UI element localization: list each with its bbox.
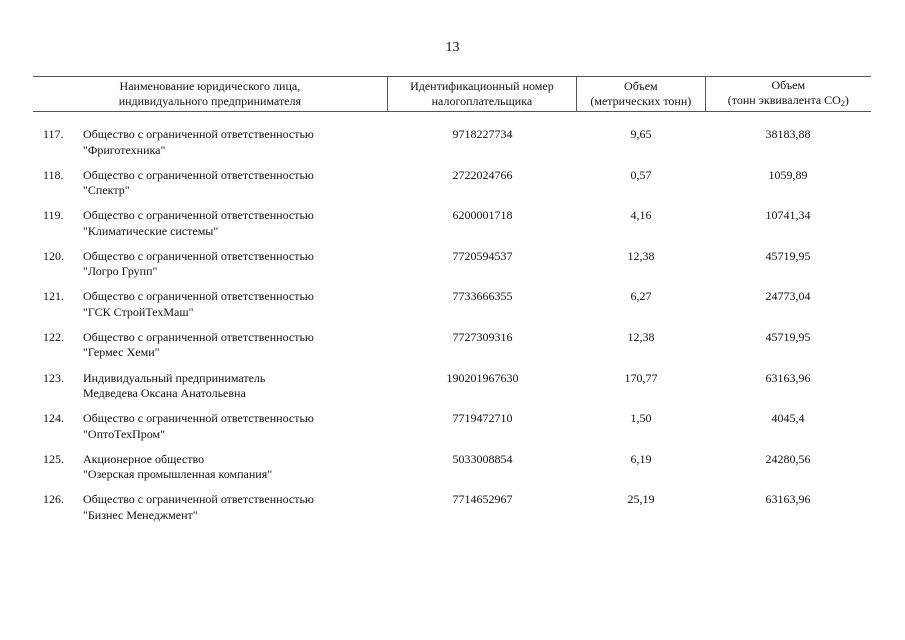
volume-value: 6,19 <box>630 451 652 466</box>
table-row <box>33 492 871 533</box>
inn-value: 6200001718 <box>452 208 513 223</box>
entity-name: Акционерное общество "Озерская промышленная компания" <box>83 451 273 482</box>
inn-value: 7733666355 <box>452 289 513 304</box>
co2-value: 38183,88 <box>765 127 811 141</box>
table-row <box>33 208 871 249</box>
co2-value: 45719,95 <box>765 329 811 344</box>
registry-table <box>33 76 871 533</box>
inn-value: 7727309316 <box>452 329 513 344</box>
inn-value: 7720594537 <box>452 248 513 263</box>
entity-name: Индивидуальный предприниматель Медведева Оксана Анатольевна <box>83 370 266 401</box>
inn-value: 7719472710 <box>452 411 513 426</box>
row-number: 118. <box>43 167 64 182</box>
inn-value: 7714652967 <box>452 492 513 507</box>
row-number: 126. <box>43 492 64 507</box>
row-number: 122. <box>43 329 64 344</box>
volume-value: 25,19 <box>627 492 655 507</box>
entity-name: Общество с ограниченной ответственностью "Спектр" <box>83 167 314 198</box>
entity-name: Общество с ограниченной ответственностью "Логро Групп" <box>83 248 314 279</box>
volume-value: 9,65 <box>630 127 652 141</box>
entity-name: Общество с ограниченной ответственностью "Бизнес Менеджмент" <box>83 492 314 522</box>
header-co2: Объем (тонн эквивалента $CO_2$) <box>705 77 871 111</box>
volume-value: 6,27 <box>630 289 652 304</box>
co2-value: 45719,95 <box>765 248 811 263</box>
inn-value: 5033008854 <box>452 451 513 466</box>
table-row <box>33 411 871 452</box>
entity-name: Общество с ограниченной ответственностью "ОптоТехПром" <box>83 411 314 441</box>
inn-value: 190201967630 <box>446 370 519 385</box>
row-number: 124. <box>43 411 64 426</box>
row-number: 125. <box>43 451 64 466</box>
table-body <box>33 127 871 533</box>
co2-value: 24280,56 <box>765 451 811 466</box>
table-header <box>33 76 871 112</box>
row-number: 123. <box>43 370 64 385</box>
co2-value: 4045,4 <box>771 411 805 426</box>
row-number: 117. <box>43 127 64 141</box>
entity-name: Общество с ограниченной ответственностью "Гермес Хеми" <box>83 329 314 360</box>
row-number: 119. <box>43 208 64 223</box>
entity-name: Общество с ограниченной ответственностью "Фриготехника" <box>83 127 314 157</box>
table-row <box>33 289 871 330</box>
entity-name: Общество с ограниченной ответственностью "ГСК СтройТехМаш" <box>83 289 314 319</box>
table-row <box>33 330 871 371</box>
co2-value: 63163,96 <box>765 492 811 507</box>
row-number: 121. <box>43 289 64 304</box>
inn-value: 9718227734 <box>452 127 513 141</box>
inn-value: 2722024766 <box>452 167 513 182</box>
co2-value: 24773,04 <box>765 289 811 304</box>
header-inn: Идентификационный номер налогоплательщика <box>387 77 576 111</box>
co2-value: 10741,34 <box>765 208 811 223</box>
volume-value: 12,38 <box>627 329 655 344</box>
table-row <box>33 249 871 290</box>
volume-value: 4,16 <box>630 208 652 223</box>
header-volume: Объем (метрических тонн) <box>576 77 705 111</box>
volume-value: 12,38 <box>627 248 655 263</box>
table-row <box>33 127 871 168</box>
volume-value: 1,50 <box>630 411 652 426</box>
header-name: Наименование юридического лица, индивидуального предпринимателя <box>118 79 302 108</box>
entity-name: Общество с ограниченной ответственностью "Климатические системы" <box>83 208 314 238</box>
volume-value: 170,77 <box>624 370 658 385</box>
page-number: 13 <box>445 40 460 55</box>
table-row <box>33 452 871 493</box>
volume-value: 0,57 <box>630 167 652 182</box>
table-row <box>33 371 871 412</box>
co2-value: 63163,96 <box>765 370 811 385</box>
table-row <box>33 168 871 209</box>
co2-value: 1059,89 <box>768 167 808 182</box>
row-number: 120. <box>43 248 64 263</box>
